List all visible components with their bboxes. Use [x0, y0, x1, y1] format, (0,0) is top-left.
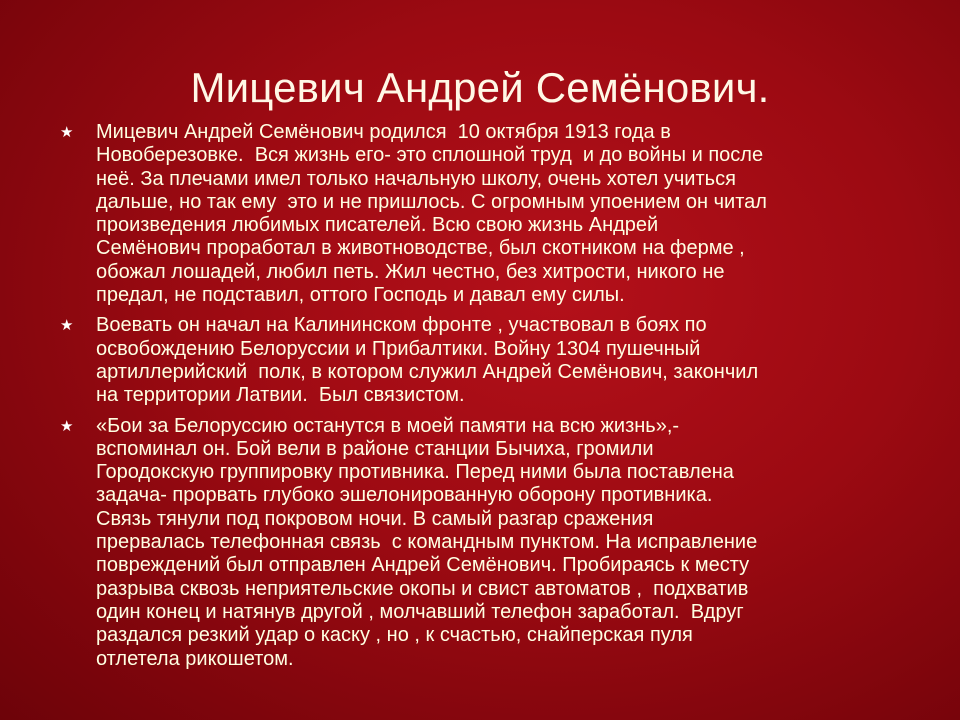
bullet-list	[55, 121, 915, 678]
slide-title: Мицевич Андрей Семёнович.	[190, 64, 770, 111]
text-line: прервалась телефонная связь с командным пунктом. На исправление	[96, 531, 758, 554]
text-line: повреждений был отправлен Андрей Семёнович. Пробираясь к месту	[96, 554, 750, 577]
text-line: Городокскую группировку противника. Перед ними была поставлена	[96, 461, 734, 484]
text-line: вспоминал он. Бой вели в районе станции Бычиха, громили	[96, 437, 654, 460]
text-line: произведения любимых писателей. Всю свою жизнь Андрей	[96, 214, 659, 237]
text-line: обожал лошадей, любил петь. Жил честно, без хитрости, никого не	[96, 260, 725, 283]
text-line: Новоберезовке. Вся жизнь его- это сплошной труд и до войны и после	[96, 144, 764, 167]
text-line: разрыва сквозь неприятельские окопы и свист автоматов , подхватив	[96, 577, 749, 600]
star-icon: ★	[60, 417, 74, 435]
paragraph-text	[96, 415, 915, 671]
text-line: дальше, но так ему это и не пришлось. С огромным упоением он читал	[96, 190, 767, 213]
text-line: Семёнович проработал в животноводстве, был скотником на ферме ,	[96, 237, 745, 260]
text-line: задача- прорвать глубоко эшелонированную оборону противника.	[96, 484, 713, 507]
text-line: один конец и натянув другой , молчавший телефон заработал. Вдруг	[96, 600, 744, 623]
paragraph-text	[96, 121, 915, 307]
star-icon: ★	[60, 317, 74, 335]
text-line: артиллерийский полк, в котором служил Андрей Семёнович, закончил	[96, 360, 759, 383]
bullet-paragraph-3	[55, 415, 915, 671]
text-line: неё. За плечами имел только начальную школу, очень хотел учиться	[96, 167, 736, 190]
text-line: освобождению Белоруссии и Прибалтики. Войну 1304 пушечный	[96, 337, 701, 360]
text-line: Воевать он начал на Калининском фронте , участвовал в боях по	[96, 314, 707, 337]
star-icon: ★	[60, 124, 74, 141]
bullet-paragraph-1	[55, 121, 915, 307]
text-line: Связь тянули под покровом ночи. В самый разгар сражения	[96, 507, 654, 530]
paragraph-text	[96, 314, 915, 407]
text-line: Мицевич Андрей Семёнович родился 10 октября 1913 года в	[96, 121, 671, 143]
text-line: раздался резкий удар о каску , но , к счастью, снайперская пуля	[96, 624, 693, 647]
text-line: отлетела рикошетом.	[96, 647, 294, 670]
bullet-paragraph-2	[55, 314, 915, 407]
text-line: на территории Латвии. Был связистом.	[96, 384, 465, 407]
text-line: предал, не подставил, оттого Господь и давал ему силы.	[96, 284, 625, 307]
text-line: «Бои за Белоруссию останутся в моей памяти на всю жизнь»,-	[96, 414, 680, 437]
